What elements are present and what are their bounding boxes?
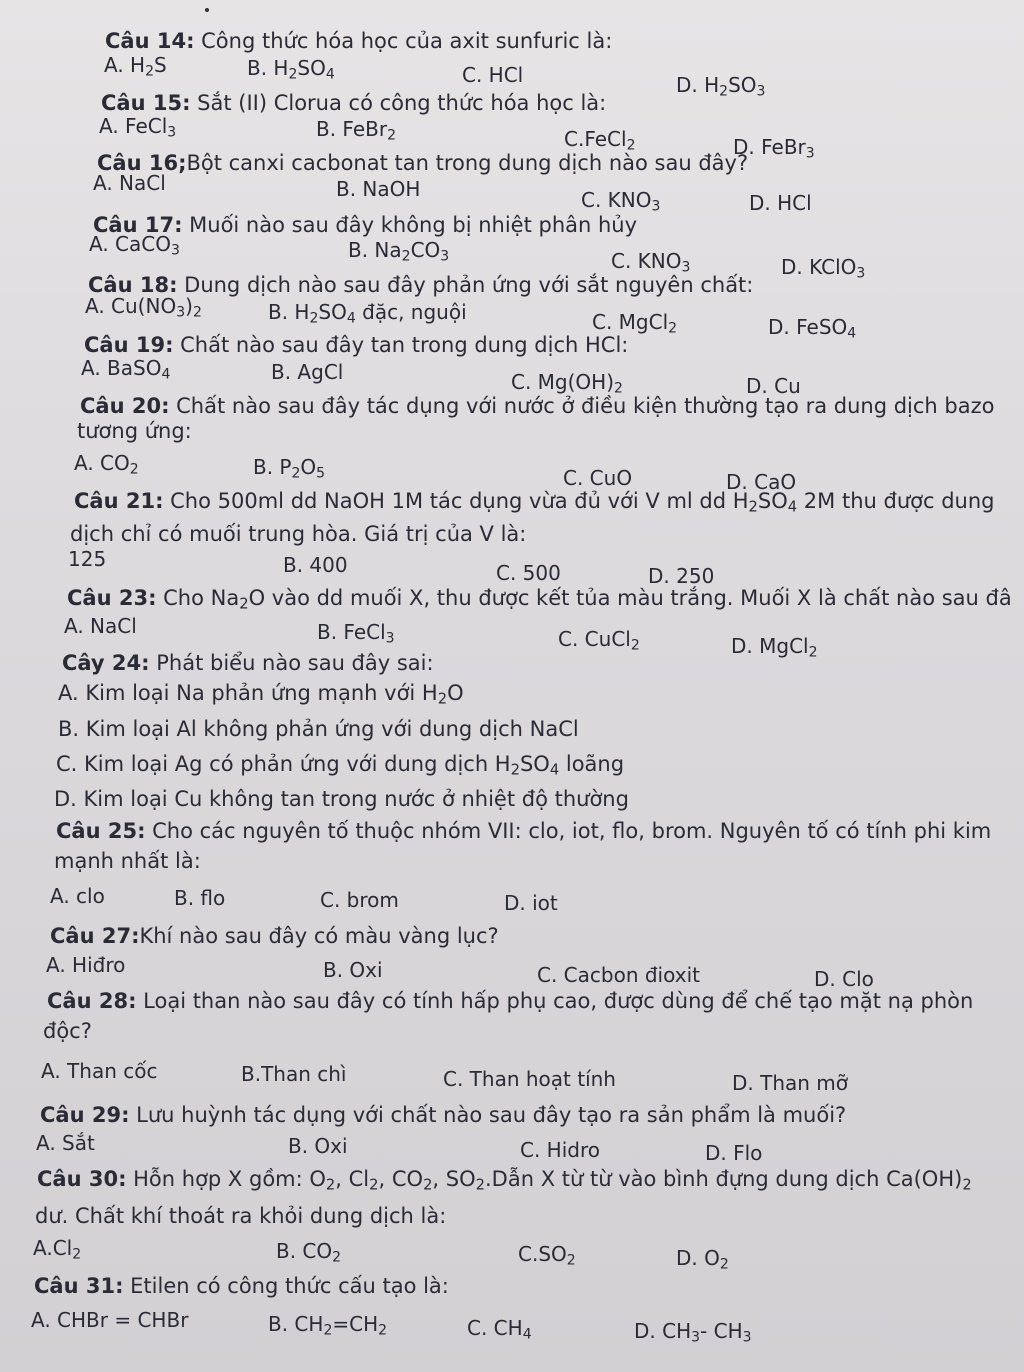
question-14-option-c[interactable]: C. Hidro: [520, 1138, 600, 1162]
question-7-option-c[interactable]: C. CuO: [563, 466, 633, 490]
question-8-option-b[interactable]: B. 400: [283, 553, 348, 577]
question-6-option-c[interactable]: C. $Mg(OH)_2$: [511, 370, 623, 397]
question-7-option-a[interactable]: A. $CO_2$: [74, 451, 139, 478]
question-2-heading: Câu 15: Sắt (II) Clorua có công thức hóa học là:: [101, 91, 607, 115]
question-12-heading: Câu 27:Khí nào sau đây có màu vàng lục?: [50, 924, 499, 948]
question-16-heading: Câu 31: Etilen có công thức cấu tạo là:: [34, 1274, 449, 1298]
question-10-statement-b[interactable]: B. Kim loại Al không phản ứng với dung dịch NaCl: [58, 717, 579, 741]
question-14-heading: Câu 29: Lưu huỳnh tác dụng với chất nào sau đây tạo ra sản phẩm là muối?: [40, 1103, 847, 1127]
question-5-option-b[interactable]: B. $H_2SO_4$ đặc, nguội: [268, 300, 467, 327]
question-16-option-a[interactable]: A. CHBr = CHBr: [31, 1308, 189, 1332]
question-13-option-b[interactable]: B.Than chì: [241, 1062, 347, 1086]
question-8-heading: Câu 21: Cho 500ml dd NaOH 1M tác dụng vừa đủ với V ml dd $H_2SO_4$ 2M thu được dung: [74, 489, 995, 516]
question-11-option-c[interactable]: C. brom: [320, 888, 399, 912]
question-8-option-a[interactable]: 125: [68, 547, 107, 571]
question-9-option-a[interactable]: A. NaCl: [64, 614, 137, 638]
question-3-heading: Câu 16;Bột canxi cacbonat tan trong dung dịch nào sau đây?: [97, 151, 749, 175]
question-9-option-d[interactable]: D. MgCl$_2$: [731, 634, 818, 661]
question-15-heading: Câu 30: Hỗn hợp X gồm: $O_2$, $Cl_2$, $CO_2$, $SO_2.Dẫn$ X từ từ vào bình đựng dung dịch $Ca(OH)_2$: [37, 1167, 972, 1194]
question-11-option-d[interactable]: D. iot: [504, 891, 558, 915]
question-11-heading: Câu 25: Cho các nguyên tố thuộc nhóm VII: clo, iot, flo, brom. Nguyên tố có tính phi kim: [56, 819, 992, 843]
question-4-heading: Câu 17: Muối nào sau đây không bị nhiệt phân hủy: [93, 213, 638, 237]
question-4-option-a[interactable]: A. CaCO$_3$: [89, 232, 180, 259]
question-14-option-a[interactable]: A. Sắt: [36, 1131, 95, 1155]
question-8-option-d[interactable]: D. 250: [648, 564, 715, 588]
question-15-option-a[interactable]: $A.Cl_2$: [33, 1236, 82, 1263]
question-10-statement-a[interactable]: A. Kim loại Na phản ứng mạnh với $H_2O$: [58, 681, 464, 708]
question-3-option-d[interactable]: D. HCl: [749, 191, 812, 215]
question-11-option-a[interactable]: A. clo: [50, 884, 105, 908]
ink-dot: [205, 8, 209, 12]
question-13-option-c[interactable]: C. Than hoạt tính: [443, 1067, 616, 1091]
question-7-option-d[interactable]: D. CaO: [726, 470, 797, 494]
question-10-statement-d[interactable]: D. Kim loại Cu không tan trong nước ở nhiệt độ thường: [54, 787, 629, 811]
question-6-option-a[interactable]: A. BaSO$_4$: [81, 356, 171, 383]
question-12-option-a[interactable]: A. Hiđro: [46, 953, 126, 977]
question-16-option-c[interactable]: C. $CH_4$: [467, 1316, 532, 1343]
question-15-option-b[interactable]: B. $CO_2$: [276, 1239, 342, 1266]
question-1-option-a[interactable]: A. $H_2S$: [104, 53, 167, 80]
question-4-option-b[interactable]: B. $Na_2CO_3$: [348, 238, 450, 265]
question-13-option-a[interactable]: A. Than cốc: [41, 1059, 158, 1083]
question-16-option-b[interactable]: B. $CH_2=CH_2$: [268, 1312, 388, 1339]
question-12-option-d[interactable]: D. Clo: [814, 967, 874, 991]
question-1-option-c[interactable]: C. HCl: [462, 63, 524, 87]
question-13-continuation: độc?: [43, 1019, 92, 1043]
question-4-option-c[interactable]: C. $KNO_3$: [611, 249, 691, 276]
question-5-option-d[interactable]: D. FeSO$_4$: [768, 315, 857, 342]
question-8-continuation: dịch chỉ có muối trung hòa. Giá trị của V là:: [70, 522, 527, 546]
question-9-option-b[interactable]: B. FeCl$_3$: [317, 620, 395, 647]
question-9-option-c[interactable]: C. CuCl$_2$: [558, 627, 640, 654]
question-12-option-c[interactable]: C. Cacbon đioxit: [537, 963, 700, 987]
question-6-option-d[interactable]: D. Cu: [746, 374, 801, 398]
question-5-heading: Câu 18: Dung dịch nào sau đây phản ứng với sắt nguyên chất:: [88, 273, 754, 297]
question-10-statement-c[interactable]: C. Kim loại Ag có phản ứng với dung dịch $H_2SO_4$ loãng: [56, 752, 625, 779]
question-10-heading: Cây 24: Phát biểu nào sau đây sai:: [62, 651, 434, 675]
question-7-continuation: tương ứng:: [77, 419, 192, 443]
question-2-option-c[interactable]: C.FeCl$_2$: [564, 127, 636, 154]
question-5-option-a[interactable]: A. $Cu(NO_3)_2$: [85, 294, 202, 321]
question-14-option-b[interactable]: B. Oxi: [288, 1134, 348, 1158]
question-6-option-b[interactable]: B. AgCl: [271, 360, 344, 384]
question-5-option-c[interactable]: C. MgCl$_2$: [592, 310, 678, 337]
question-12-option-b[interactable]: B. Oxi: [323, 958, 383, 982]
question-16-option-d[interactable]: D. $CH_3-$ $CH_3$: [634, 1319, 752, 1346]
question-9-heading: Câu 23: Cho $Na_2O$ vào dd muối X, thu được kết tủa màu trắng. Muối X là chất nào sau đâ: [67, 586, 1012, 613]
question-15-option-c[interactable]: $C.SO_2$: [518, 1242, 576, 1269]
question-15-option-d[interactable]: D. $O_2$: [676, 1246, 729, 1273]
question-2-option-d[interactable]: D. FeBr$_3$: [733, 135, 815, 162]
question-15-continuation: dư. Chất khí thoát ra khỏi dung dịch là:: [35, 1204, 447, 1228]
question-7-heading: Câu 20: Chất nào sau đây tác dụng với nước ở điều kiện thường tạo ra dung dịch bazo: [80, 394, 995, 418]
question-6-heading: Câu 19: Chất nào sau đây tan trong dung dịch HCl:: [84, 333, 629, 357]
question-1-heading: Câu 14: Công thức hóa học của axit sunfuric là:: [105, 29, 613, 53]
question-7-option-b[interactable]: B. $P_2O_5$: [253, 455, 326, 482]
question-11-option-b[interactable]: B. flo: [174, 886, 226, 910]
question-4-option-d[interactable]: D. KClO$_3$: [781, 255, 866, 282]
question-3-option-b[interactable]: B. NaOH: [336, 177, 421, 201]
question-2-option-b[interactable]: B. FeBr$_2$: [316, 117, 397, 144]
question-13-heading: Câu 28: Loại than nào sau đây có tính hấp phụ cao, được dùng để chế tạo mặt nạ phòn: [47, 989, 974, 1013]
question-8-option-c[interactable]: C. 500: [496, 561, 561, 585]
question-11-continuation: mạnh nhất là:: [54, 849, 201, 873]
question-3-option-a[interactable]: A. NaCl: [93, 171, 166, 195]
question-2-option-a[interactable]: A. FeCl$_3$: [99, 114, 177, 141]
question-1-option-d[interactable]: D. $H_2SO_3$: [676, 73, 766, 100]
question-14-option-d[interactable]: D. Flo: [705, 1141, 763, 1165]
question-3-option-c[interactable]: C. $KNO_3$: [581, 188, 661, 215]
question-13-option-d[interactable]: D. Than mỡ: [732, 1071, 849, 1095]
question-1-option-b[interactable]: B. $H_2SO_4$: [247, 56, 335, 83]
